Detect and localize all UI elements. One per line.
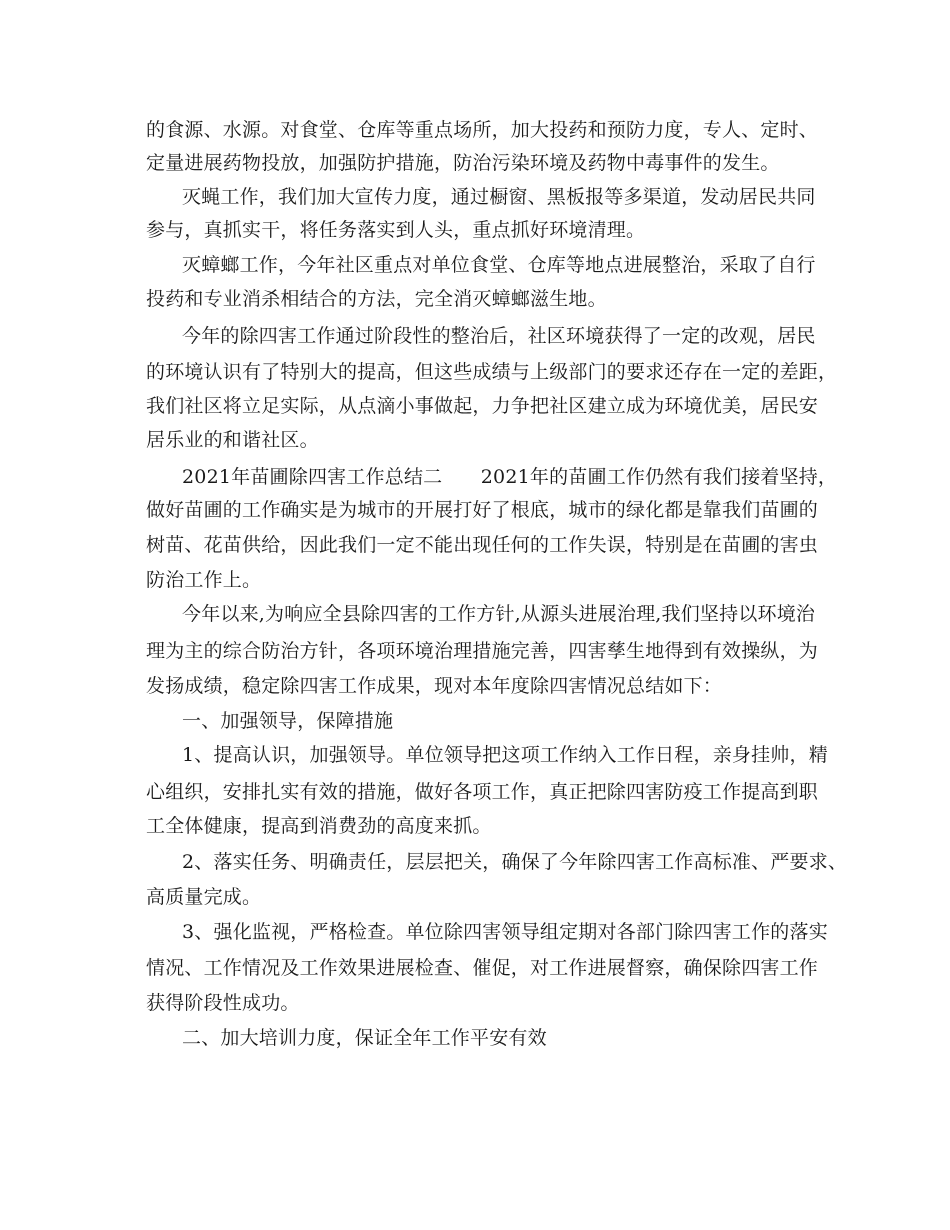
text-line: 今年的除四害工作通过阶段性的整治后，社区环境获得了一定的改观，居民 bbox=[182, 325, 816, 347]
text-line: 理为主的综合防治方针，各项环境治理措施完善，四害孳生地得到有效操纵，为 bbox=[146, 640, 819, 662]
text-line: 居乐业的和谐社区。 bbox=[146, 429, 319, 451]
text-line: 防治工作上。 bbox=[146, 569, 262, 591]
text-line: 参与，真抓实干，将任务落实到人头，重点抓好环境清理。 bbox=[146, 219, 646, 241]
text-line: 灭蟑螂工作，今年社区重点对单位食堂、仓库等地点进展整治，采取了自行 bbox=[182, 254, 816, 276]
text-line: 做好苗圃的工作确实是为城市的开展打好了根底，城市的绿化都是靠我们苗圃的 bbox=[146, 499, 819, 521]
text-line: 灭蝇工作，我们加大宣传力度，通过橱窗、黑板报等多渠道，发动居民共同 bbox=[182, 186, 816, 208]
text-line: 的环境认识有了特别大的提高，但这些成绩与上级部门的要求还存在一定的差距， bbox=[146, 361, 838, 383]
text-line: 今年以来,为响应全县除四害的工作方针,从源头进展治理,我们坚持以环境治 bbox=[182, 603, 816, 625]
text-line: 工全体健康，提高到消费劲的高度来抓。 bbox=[146, 815, 492, 837]
text-line: 2、落实任务、明确责任，层层把关，确保了今年除四害工作高标准、严要求、 bbox=[182, 851, 848, 873]
text-line: 高质量完成。 bbox=[146, 886, 262, 908]
text-line: 树苗、花苗供给，因此我们一定不能出现任何的工作失误，特别是在苗圃的害虫 bbox=[146, 534, 819, 556]
text-line: 1、提高认识，加强领导。单位领导把这项工作纳入工作日程，亲身挂帅，精 bbox=[182, 744, 828, 766]
text-line: 心组织，安排扎实有效的措施，做好各项工作，真正把除四害防疫工作提高到职 bbox=[146, 781, 819, 803]
text-line: 发扬成绩，稳定除四害工作成果，现对本年度除四害情况总结如下： bbox=[146, 675, 723, 697]
text-line: 定量进展药物投放，加强防护措施，防治污染环境及药物中毒事件的发生。 bbox=[146, 152, 780, 174]
text-line: 2021年苗圃除四害工作总结二 2021年的苗圃工作仍然有我们接着坚持， bbox=[182, 466, 838, 488]
text-line: 获得阶段性成功。 bbox=[146, 992, 300, 1014]
text-line: 3、强化监视，严格检查。单位除四害领导组定期对各部门除四害工作的落实 bbox=[182, 921, 828, 943]
text-line: 我们社区将立足实际，从点滴小事做起，力争把社区建立成为环境优美，居民安 bbox=[146, 395, 819, 417]
text-line: 的食源、水源。对食堂、仓库等重点场所，加大投药和预防力度，专人、定时、 bbox=[146, 119, 819, 141]
text-line: 投药和专业消杀相结合的方法，完全消灭蟑螂滋生地。 bbox=[146, 288, 607, 310]
text-line: 情况、工作情况及工作效果进展检查、催促，对工作进展督察，确保除四害工作 bbox=[146, 957, 819, 979]
section-heading: 一、加强领导，保障措施 bbox=[182, 710, 394, 732]
section-heading: 二、加大培训力度，保证全年工作平安有效 bbox=[182, 1027, 547, 1049]
